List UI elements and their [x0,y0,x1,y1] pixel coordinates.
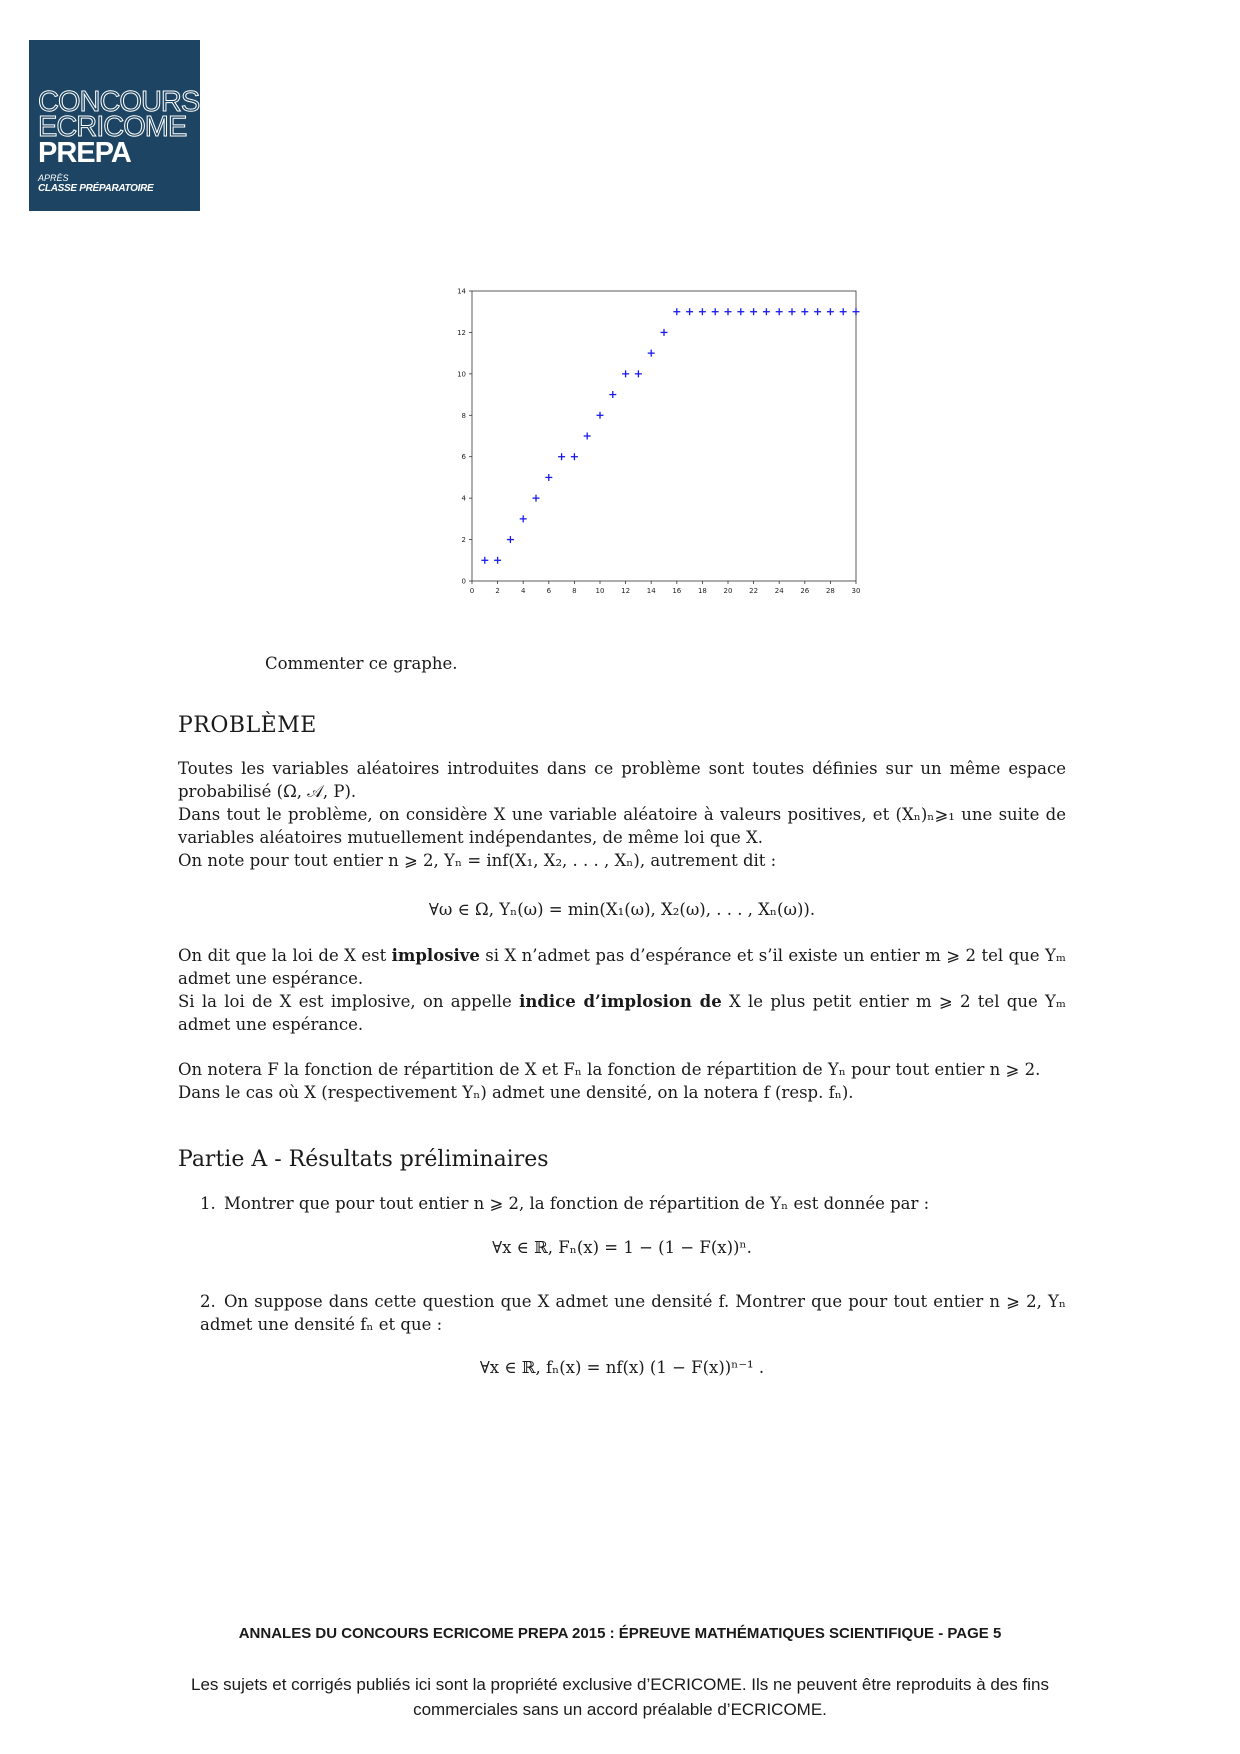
data-point [481,557,488,564]
logo-line-concours: CONCOURS [38,86,200,118]
question-1 [200,1192,1066,1215]
def-implosive-pre: On dit que la loi de X est [178,946,392,965]
data-point [545,474,552,481]
formula-q2: ∀x ∈ ℝ, fₙ(x) = nf(x) (1 − F(x))ⁿ⁻¹ . [479,1358,765,1377]
y-tick-label: 6 [461,453,466,462]
data-point [584,433,591,440]
intro-sentence-3: On note pour tout entier n ⩾ 2, Yₙ = inf(X₁, X₂, . . . , Xₙ), autrement dit : [178,851,777,870]
intro-sentence-2: Dans tout le problème, on considère X une variable aléatoire à valeurs positives, et (Xₙ)ₙ⩾₁ une suite de variables aléatoires mutuellement indépendantes, de même loi que X. [178,805,1066,847]
formula-q1: ∀x ∈ ℝ, Fₙ(x) = 1 − (1 − F(x))ⁿ. [492,1238,752,1257]
data-point [801,308,808,315]
x-tick-label: 10 [595,587,605,595]
def-implosive-term: implosive [391,946,480,965]
question-2 [200,1290,1066,1336]
logo-line-prepa: PREPA [38,137,131,169]
def-implosive [178,944,1066,990]
data-point [558,453,565,460]
data-point [725,308,732,315]
data-point [699,308,706,315]
x-tick-label: 20 [723,587,733,595]
chart-points [481,308,859,564]
logo-line-ecricome: ECRICOME [38,111,187,143]
def-indice-pre: Si la loi de X est implosive, on appelle [178,992,520,1011]
y-tick-label: 12 [457,328,466,337]
x-tick-label: 4 [520,587,526,595]
data-point [712,308,719,315]
y-tick-label: 0 [461,577,466,586]
data-point [622,370,629,377]
part-a-title: Partie A - Résultats préliminaires [178,1147,549,1172]
x-tick-label: 12 [621,587,631,595]
intro-sentence-1: Toutes les variables aléatoires introduites dans ce problème sont toutes définies sur un même espace probabilisé (Ω, 𝒜, P). [178,759,1066,801]
data-point [533,495,540,502]
footer-copyright: Les sujets et corrigés publiés ici sont la propriété exclusive d’ECRICOME. Ils ne peuvent être reproduits à des fins commerciales sans un accord préalable d’ECRICOME. [191,1675,1049,1719]
data-point [853,308,860,315]
y-tick-label: 2 [461,536,466,545]
question-1-number: 1. [200,1194,216,1213]
comment-instruction: Commenter ce graphe. [265,654,458,673]
def-indice-term: indice d’implosion de [519,992,722,1011]
scatter-chart [440,283,860,603]
data-point [494,557,501,564]
data-point [737,308,744,315]
x-tick-label: 22 [749,587,759,595]
x-tick-label: 24 [774,587,784,595]
ecricome-logo [29,40,200,211]
def-implosive-post: si X n’admet pas d’espérance et s’il existe un entier m ⩾ 2 tel que Yₘ admet une espérance. [178,946,1066,988]
data-point [827,308,834,315]
data-point [609,391,616,398]
def-indice-post: X le plus petit entier m ⩾ 2 tel que Yₘ admet une espérance. [178,992,1067,1034]
data-point [814,308,821,315]
data-point [507,536,514,543]
x-tick-label: 16 [672,587,682,595]
data-point [840,308,847,315]
data-point [686,308,693,315]
x-tick-label: 0 [469,587,475,595]
question-2-text: On suppose dans cette question que X admet une densité f. Montrer que pour tout entier n ⩾ 2, Yₙ admet une densité fₙ et que : [200,1292,1066,1334]
notation-sentence-2: Dans le cas où X (respectivement Yₙ) admet une densité, on la notera f (resp. fₙ). [178,1083,854,1102]
notation-sentence-1: On notera F la fonction de répartition de X et Fₙ la fonction de répartition de Yₙ pour tout entier n ⩾ 2. [178,1060,1041,1079]
x-tick-label: 8 [572,587,577,595]
y-tick-label: 4 [461,494,466,503]
logo-line-apres: APRÈS [38,173,69,183]
problem-title: PROBLÈME [178,713,317,738]
data-point [635,370,642,377]
question-1-text: Montrer que pour tout entier n ⩾ 2, la fonction de répartition de Yₙ est donnée par : [224,1194,930,1213]
x-tick-label: 2 [495,587,500,595]
footer-title: ANNALES DU CONCOURS ECRICOME PREPA 2015 : ÉPREUVE MATHÉMATIQUES SCIENTIFIQUE - PAGE 5 [238,1625,1002,1642]
notation-paragraph [178,1058,1066,1104]
y-tick-label: 8 [461,411,466,420]
y-tick-label: 10 [457,370,466,379]
data-point [571,453,578,460]
data-point [763,308,770,315]
data-point [750,308,757,315]
chart-axes [457,288,860,596]
x-tick-label: 6 [546,587,552,595]
x-tick-label: 14 [646,587,656,595]
problem-intro [178,757,1066,872]
definition-paragraph [178,944,1066,1036]
def-indice [178,990,1066,1036]
data-point [673,308,680,315]
formula-min: ∀ω ∈ Ω, Yₙ(ω) = min(X₁(ω), X₂(ω), . . . , Xₙ(ω)). [428,900,816,919]
logo-line-classe: CLASSE PRÉPARATOIRE [38,183,154,194]
x-tick-label: 30 [851,587,860,595]
data-point [520,515,527,522]
x-tick-label: 26 [800,587,810,595]
x-tick-label: 18 [697,587,707,595]
data-point [789,308,796,315]
data-point [776,308,783,315]
data-point [597,412,604,419]
y-tick-label: 14 [457,287,466,296]
x-tick-label: 28 [825,587,835,595]
data-point [648,350,655,357]
data-point [661,329,668,336]
question-2-number: 2. [200,1292,216,1311]
